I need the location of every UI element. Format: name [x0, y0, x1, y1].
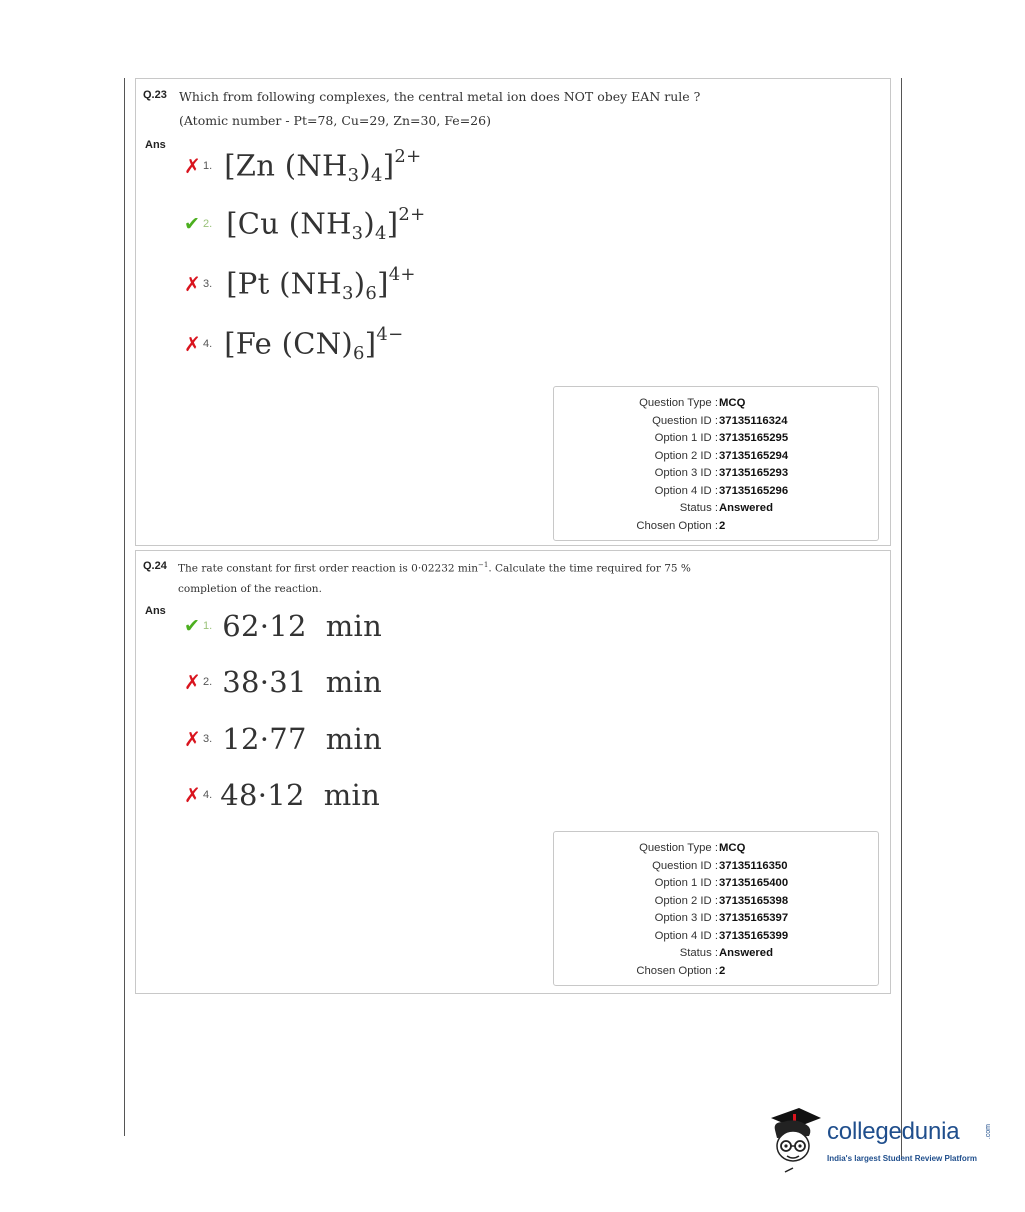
collegedunia-logo	[765, 1104, 1005, 1176]
option-value: 48·12 min	[220, 778, 381, 812]
option-number: 1.	[203, 620, 213, 632]
page-right-rule	[901, 78, 902, 1158]
question-meta-panel: Question Type : MCQ Question ID : 37135116350 Option 1 ID : 37135165400 Option 2 ID : 37135165398 Option 3 ID : 37135165397 Option 4 ID : 37135165399 Status : Answered Chosen Option : 2	[553, 831, 879, 986]
cross-mark-icon: ✗	[184, 784, 201, 807]
option-number: 2.	[203, 218, 213, 230]
question-text-line2: completion of the reaction.	[178, 583, 322, 595]
option-formula: [Zn $(NH_3)_4]^{2+}$	[224, 146, 422, 186]
option-formula: [Cu $(NH_3)_4]^{2+}$	[226, 204, 426, 244]
answer-label: Ans	[145, 139, 166, 151]
answer-option-3	[184, 262, 416, 306]
option-formula: [Pt $(NH_3)_6]^{4+}$	[226, 264, 416, 304]
answer-option-2	[184, 662, 382, 702]
answer-label: Ans	[145, 605, 166, 617]
question-number: Q.23	[143, 89, 167, 101]
page-left-rule	[124, 78, 125, 1136]
answer-option-4	[184, 775, 380, 815]
brand-domain: .com	[985, 1124, 992, 1140]
option-value: 38·31 min	[222, 665, 383, 699]
cross-mark-icon: ✗	[184, 273, 201, 296]
brand-tagline: India's largest Student Review Platform	[827, 1154, 977, 1163]
question-meta-panel: Question Type : MCQ Question ID : 37135116324 Option 1 ID : 37135165295 Option 2 ID : 37135165294 Option 3 ID : 37135165293 Option 4 ID : 37135165296 Status : Answered Chosen Option : 2	[553, 386, 879, 541]
cross-mark-icon: ✗	[184, 155, 201, 178]
cross-mark-icon: ✗	[184, 728, 201, 751]
option-number: 2.	[203, 676, 213, 688]
option-value: 62·12 min	[222, 609, 383, 643]
question-text-line2: (Atomic number - Pt=78, Cu=29, Zn=30, Fe=26)	[179, 113, 491, 128]
answer-option-1	[184, 606, 382, 646]
mascot-graduate-icon	[765, 1104, 823, 1176]
option-number: 4.	[203, 338, 213, 350]
option-number: 1.	[203, 160, 213, 172]
check-mark-icon: ✔	[184, 615, 200, 637]
brand-name: collegedunia	[827, 1118, 960, 1145]
answer-option-1	[184, 144, 421, 188]
answer-option-3	[184, 719, 382, 759]
option-formula: [Fe $(CN)_6]^{4-}$	[224, 324, 404, 364]
option-number: 4.	[203, 789, 213, 801]
check-mark-icon: ✔	[184, 213, 200, 235]
option-value: 12·77 min	[222, 722, 383, 756]
answer-option-2	[184, 202, 425, 246]
question-text-line1: Which from following complexes, the central metal ion does NOT obey EAN rule ?	[179, 89, 701, 104]
question-number: Q.24	[143, 560, 167, 572]
question-text-line1: The rate constant for first order reaction is 0·02232 $\min^{-1}$. Calculate the time required for 75 %	[178, 561, 691, 575]
cross-mark-icon: ✗	[184, 333, 201, 356]
answer-option-4	[184, 322, 403, 366]
option-number: 3.	[203, 733, 213, 745]
cross-mark-icon: ✗	[184, 671, 201, 694]
option-number: 3.	[203, 278, 213, 290]
